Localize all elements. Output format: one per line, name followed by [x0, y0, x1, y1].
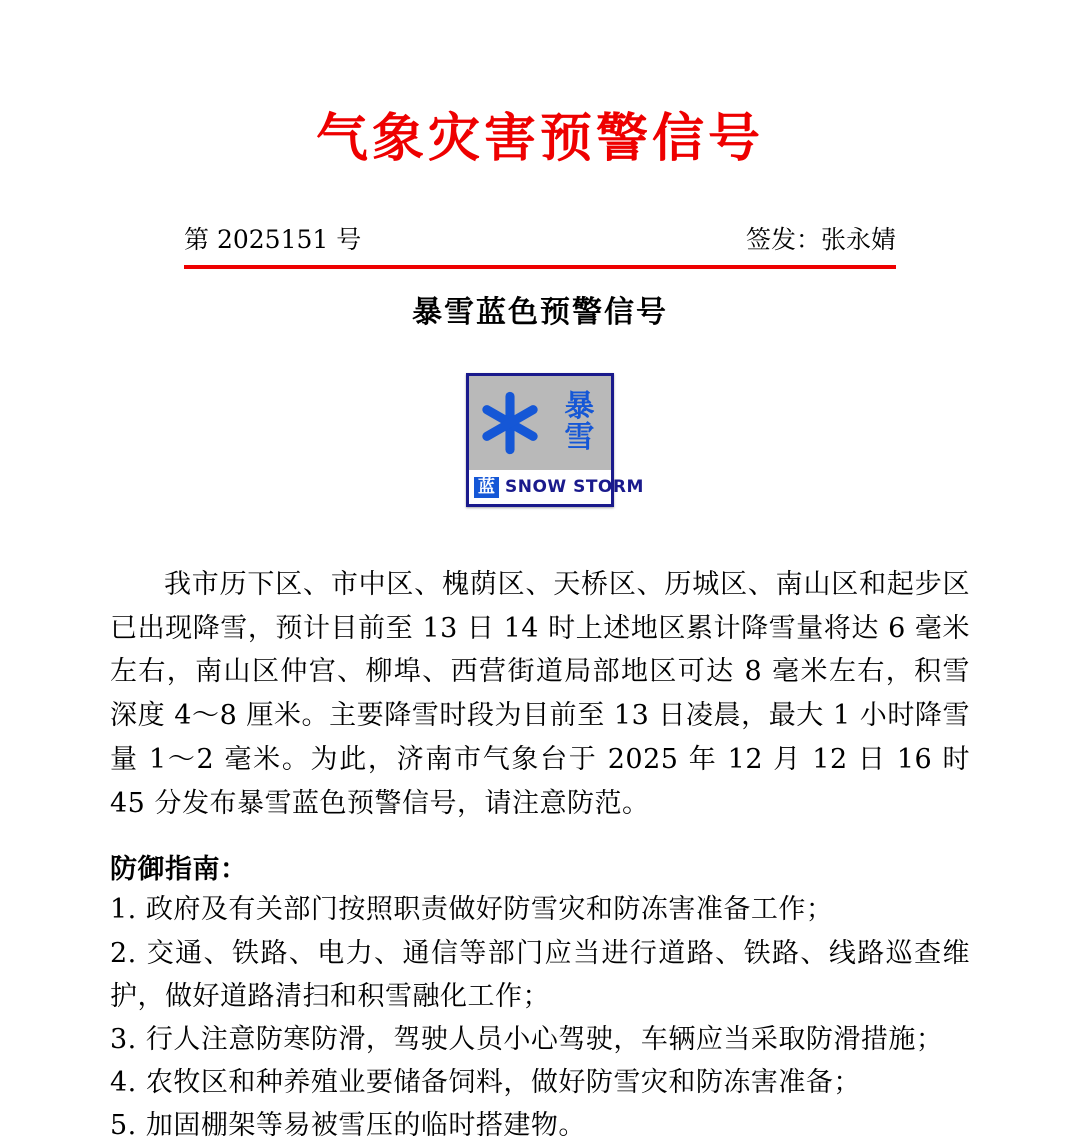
badge-english-label: SNOW STORM — [505, 477, 644, 497]
list-item: 3. 行人注意防寒防滑，驾驶人员小心驾驶，车辆应当采取防滑措施； — [110, 1023, 944, 1055]
badge-symbol-area — [469, 376, 552, 470]
list-item: 5. 加固棚架等易被雪压的临时搭建物。 — [110, 1110, 586, 1142]
body-paragraph: 我市历下区、市中区、槐荫区、天桥区、历城区、南山区和起步区已出现降雪，预计目前至 13 日 14 时上述地区累计降雪量将达 6 毫米左右，南山区仲宫、柳埠、西营街道局部地区可达 8 毫米左右，积雪深度 4～8 厘米。主要降雪时段为目前至 13 日凌晨，最大 1 小时降雪量 1～2 毫米。为此，济南市气象台于 2025 年 12 月 12 日 16 时 45 分发布暴雪蓝色预警信号，请注意防范。 — [110, 569, 970, 819]
guide-heading: 防御指南： — [110, 854, 248, 886]
document-signer: 签发：张永婧 — [745, 225, 896, 254]
page-title: 气象灾害预警信号 — [315, 108, 764, 169]
badge-bottom-section — [469, 470, 644, 504]
guide-list — [110, 888, 970, 1147]
badge-chinese-label — [552, 376, 611, 470]
document-subtitle: 暴雪蓝色预警信号 — [412, 295, 668, 330]
list-item: 4. 农牧区和种养殖业要储备饲料，做好防雪灾和防冻害准备； — [110, 1067, 861, 1099]
list-item: 1. 政府及有关部门按照职责做好防雪灾和防冻害准备工作； — [110, 894, 834, 926]
badge-cn-line1: 暴 — [564, 389, 595, 425]
list-item: 2. 交通、铁路、电力、通信等部门应当进行道路、铁路、线路巡查维护，做好道路清扫和积雪融化工作； — [110, 937, 970, 1012]
badge-level-chip: 蓝 — [474, 477, 499, 498]
warning-badge-wrapper — [0, 373, 1080, 507]
document-number: 第 2025151 号 — [184, 225, 362, 254]
badge-cn-line2: 雪 — [564, 420, 595, 455]
header-divider — [184, 265, 896, 269]
blue-snowstorm-warning-badge — [466, 373, 644, 507]
document-body — [110, 563, 970, 1148]
badge-top-section — [469, 376, 611, 470]
snowflake-icon — [475, 388, 545, 458]
document-meta-row — [184, 225, 896, 255]
